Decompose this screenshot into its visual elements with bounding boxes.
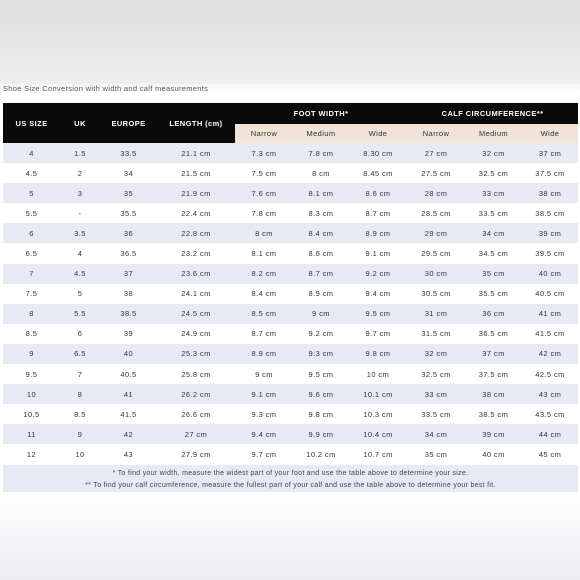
size-chart — [3, 103, 578, 465]
table-cell: 43 cm — [522, 384, 578, 404]
table-cell: 10.7 cm — [349, 444, 407, 464]
table-cell: 42 — [100, 424, 157, 444]
table-cell: 7.8 cm — [235, 203, 293, 223]
table-cell: 8.5 — [3, 324, 60, 344]
footnotes — [3, 465, 578, 492]
table-cell: 8.7 cm — [349, 203, 407, 223]
table-cell: 40 — [100, 344, 157, 364]
table-cell: 10 cm — [349, 364, 407, 384]
table-cell: 43 — [100, 444, 157, 464]
table-cell: 32 cm — [465, 143, 522, 163]
table-cell: 3 — [60, 183, 100, 203]
table-cell: 8.7 cm — [235, 324, 293, 344]
table-row — [3, 444, 578, 464]
table-cell: 35 cm — [465, 264, 522, 284]
table-cell: 7 — [60, 364, 100, 384]
header-calf-circumference: CALF CIRCUMFERENCE** — [407, 103, 578, 124]
subheader-width-medium: Medium — [293, 124, 349, 144]
table-cell: 3.5 — [60, 223, 100, 243]
table-cell: 6.5 — [3, 243, 60, 263]
size-table — [3, 103, 578, 465]
table-cell: 27.5 cm — [407, 163, 465, 183]
table-cell: 4 — [60, 243, 100, 263]
bottom-background — [0, 494, 580, 580]
table-cell: 9.1 cm — [349, 243, 407, 263]
table-cell: 9.4 cm — [349, 284, 407, 304]
table-cell: 10.5 — [3, 404, 60, 424]
table-cell: 10.2 cm — [293, 444, 349, 464]
table-cell: 9.5 — [3, 364, 60, 384]
table-cell: 26.2 cm — [157, 384, 235, 404]
table-cell: 38 — [100, 284, 157, 304]
table-cell: 42 cm — [522, 344, 578, 364]
table-cell: 7.6 cm — [235, 183, 293, 203]
table-cell: 35.5 — [100, 203, 157, 223]
table-cell: 25.8 cm — [157, 364, 235, 384]
header-us-size: US SIZE — [3, 103, 60, 143]
table-row — [3, 324, 578, 344]
header-uk: UK — [60, 103, 100, 143]
table-cell: 27.9 cm — [157, 444, 235, 464]
table-cell: 6.5 — [60, 344, 100, 364]
table-cell: 26.6 cm — [157, 404, 235, 424]
subheader-width-wide: Wide — [349, 124, 407, 144]
table-row — [3, 223, 578, 243]
table-row — [3, 384, 578, 404]
table-cell: 8.2 cm — [235, 264, 293, 284]
table-cell: 6 — [60, 324, 100, 344]
header-europe: EUROPE — [100, 103, 157, 143]
table-row — [3, 404, 578, 424]
table-body — [3, 143, 578, 465]
table-cell: 40.5 — [100, 364, 157, 384]
table-cell: 36.5 cm — [465, 324, 522, 344]
table-cell: 7.8 cm — [293, 143, 349, 163]
table-cell: 39 cm — [465, 424, 522, 444]
table-cell: 9 cm — [235, 364, 293, 384]
table-cell: 9.1 cm — [235, 384, 293, 404]
table-cell: 8.45 cm — [349, 163, 407, 183]
table-cell: 22.8 cm — [157, 223, 235, 243]
table-cell: 8 cm — [235, 223, 293, 243]
table-cell: 37.5 cm — [465, 364, 522, 384]
table-cell: 36.5 — [100, 243, 157, 263]
table-cell: 43.5 cm — [522, 404, 578, 424]
table-cell: 33.5 cm — [465, 203, 522, 223]
table-cell: 10.1 cm — [349, 384, 407, 404]
table-cell: 35 — [100, 183, 157, 203]
table-cell: 9.2 cm — [349, 264, 407, 284]
table-cell: 2 — [60, 163, 100, 183]
table-row — [3, 163, 578, 183]
table-cell: 8.9 cm — [349, 223, 407, 243]
table-cell: 8.4 cm — [235, 284, 293, 304]
table-row — [3, 264, 578, 284]
table-cell: 8 — [60, 384, 100, 404]
table-cell: 41 cm — [522, 304, 578, 324]
table-cell: 45 cm — [522, 444, 578, 464]
table-cell: 36 — [100, 223, 157, 243]
table-cell: 30.5 cm — [407, 284, 465, 304]
table-cell: 27 cm — [157, 424, 235, 444]
table-cell: 9.2 cm — [293, 324, 349, 344]
table-cell: 8.6 cm — [349, 183, 407, 203]
table-cell: 1.5 — [60, 143, 100, 163]
table-cell: 8.6 cm — [293, 243, 349, 263]
table-cell: 38.5 cm — [522, 203, 578, 223]
table-cell: 22.4 cm — [157, 203, 235, 223]
table-cell: 9.4 cm — [235, 424, 293, 444]
table-row — [3, 424, 578, 444]
table-cell: 10 — [60, 444, 100, 464]
table-cell: 9.5 cm — [293, 364, 349, 384]
table-cell: 33 cm — [407, 384, 465, 404]
table-cell: 5 — [60, 284, 100, 304]
table-cell: 37.5 cm — [522, 163, 578, 183]
table-cell: 8.1 cm — [293, 183, 349, 203]
table-cell: 38 cm — [522, 183, 578, 203]
table-cell: 40 cm — [522, 264, 578, 284]
table-cell: 33.5 — [100, 143, 157, 163]
table-cell: 4.5 — [60, 264, 100, 284]
table-cell: 9.6 cm — [293, 384, 349, 404]
table-cell: 9 cm — [293, 304, 349, 324]
table-cell: 24.5 cm — [157, 304, 235, 324]
header-foot-width: FOOT WIDTH* — [235, 103, 407, 124]
table-cell: 5 — [3, 183, 60, 203]
table-cell: 31 cm — [407, 304, 465, 324]
subheader-calf-medium: Medium — [465, 124, 522, 144]
table-cell: 31.5 cm — [407, 324, 465, 344]
table-cell: 28.5 cm — [407, 203, 465, 223]
table-cell: 29 cm — [407, 223, 465, 243]
table-cell: 35 cm — [407, 444, 465, 464]
table-cell: 37 cm — [465, 344, 522, 364]
table-cell: 8.7 cm — [293, 264, 349, 284]
table-cell: 29.5 cm — [407, 243, 465, 263]
table-row — [3, 183, 578, 203]
table-cell: 32 cm — [407, 344, 465, 364]
table-cell: 10 — [3, 384, 60, 404]
table-row — [3, 364, 578, 384]
table-row — [3, 143, 578, 163]
subheader-calf-wide: Wide — [522, 124, 578, 144]
table-cell: 8.3 cm — [293, 203, 349, 223]
top-background — [0, 0, 580, 84]
table-cell: 21.5 cm — [157, 163, 235, 183]
table-cell: 34 cm — [407, 424, 465, 444]
table-cell: 21.1 cm — [157, 143, 235, 163]
table-cell: 5.5 — [60, 304, 100, 324]
table-cell: 25.3 cm — [157, 344, 235, 364]
table-cell: 21.9 cm — [157, 183, 235, 203]
table-cell: 40.5 cm — [522, 284, 578, 304]
table-cell: 9 — [60, 424, 100, 444]
table-cell: 24.9 cm — [157, 324, 235, 344]
table-cell: 8.4 cm — [293, 223, 349, 243]
table-cell: 42.5 cm — [522, 364, 578, 384]
table-cell: 23.6 cm — [157, 264, 235, 284]
subheader-width-narrow: Narrow — [235, 124, 293, 144]
table-cell: 35.5 cm — [465, 284, 522, 304]
table-cell: 9.3 cm — [293, 344, 349, 364]
table-cell: 10.3 cm — [349, 404, 407, 424]
table-cell: - — [60, 203, 100, 223]
table-cell: 41 — [100, 384, 157, 404]
table-cell: 11 — [3, 424, 60, 444]
table-cell: 9.8 cm — [349, 344, 407, 364]
table-cell: 7.5 — [3, 284, 60, 304]
table-cell: 4.5 — [3, 163, 60, 183]
table-cell: 7.5 cm — [235, 163, 293, 183]
table-cell: 4 — [3, 143, 60, 163]
footnote-calf: ** To find your calf circumference, measure the fullest part of your calf and use the table above to determine your best fit. — [85, 482, 496, 489]
table-cell: 23.2 cm — [157, 243, 235, 263]
table-cell: 38.5 cm — [465, 404, 522, 424]
table-cell: 40 cm — [465, 444, 522, 464]
table-cell: 6 — [3, 223, 60, 243]
table-cell: 44 cm — [522, 424, 578, 444]
table-cell: 41.5 cm — [522, 324, 578, 344]
header-length: LENGTH (cm) — [157, 103, 235, 143]
table-cell: 7 — [3, 264, 60, 284]
table-cell: 9.7 cm — [235, 444, 293, 464]
table-cell: 8.1 cm — [235, 243, 293, 263]
table-cell: 5.5 — [3, 203, 60, 223]
table-row — [3, 344, 578, 364]
table-cell: 9.5 cm — [349, 304, 407, 324]
table-cell: 8.9 cm — [293, 284, 349, 304]
table-cell: 39 — [100, 324, 157, 344]
subheader-calf-narrow: Narrow — [407, 124, 465, 144]
table-row — [3, 203, 578, 223]
table-cell: 39.5 cm — [522, 243, 578, 263]
table-cell: 37 — [100, 264, 157, 284]
table-cell: 10.4 cm — [349, 424, 407, 444]
table-cell: 39 cm — [522, 223, 578, 243]
table-row — [3, 243, 578, 263]
table-cell: 8 cm — [293, 163, 349, 183]
table-cell: 8.5 — [60, 404, 100, 424]
table-cell: 33.5 cm — [407, 404, 465, 424]
table-cell: 34.5 cm — [465, 243, 522, 263]
table-cell: 8.5 cm — [235, 304, 293, 324]
table-cell: 32.5 cm — [407, 364, 465, 384]
table-cell: 9.7 cm — [349, 324, 407, 344]
table-cell: 8 — [3, 304, 60, 324]
table-cell: 9.8 cm — [293, 404, 349, 424]
table-row — [3, 284, 578, 304]
table-cell: 28 cm — [407, 183, 465, 203]
table-cell: 33 cm — [465, 183, 522, 203]
table-cell: 27 cm — [407, 143, 465, 163]
table-cell: 12 — [3, 444, 60, 464]
table-cell: 24.1 cm — [157, 284, 235, 304]
table-cell: 9 — [3, 344, 60, 364]
table-cell: 34 cm — [465, 223, 522, 243]
table-cell: 9.3 cm — [235, 404, 293, 424]
table-cell: 8.9 cm — [235, 344, 293, 364]
table-cell: 36 cm — [465, 304, 522, 324]
table-cell: 32.5 cm — [465, 163, 522, 183]
table-row — [3, 304, 578, 324]
table-cell: 37 cm — [522, 143, 578, 163]
table-cell: 41.5 — [100, 404, 157, 424]
table-cell: 38.5 — [100, 304, 157, 324]
footnote-width: * To find your width, measure the widest part of your foot and use the table above to determine your size. — [112, 470, 469, 477]
table-cell: 9.9 cm — [293, 424, 349, 444]
table-cell: 7.3 cm — [235, 143, 293, 163]
table-cell: 8.30 cm — [349, 143, 407, 163]
table-cell: 30 cm — [407, 264, 465, 284]
table-cell: 38 cm — [465, 384, 522, 404]
header-row — [3, 103, 578, 124]
table-cell: 34 — [100, 163, 157, 183]
chart-caption: Shoe Size Conversion with width and calf measurements — [3, 84, 209, 93]
